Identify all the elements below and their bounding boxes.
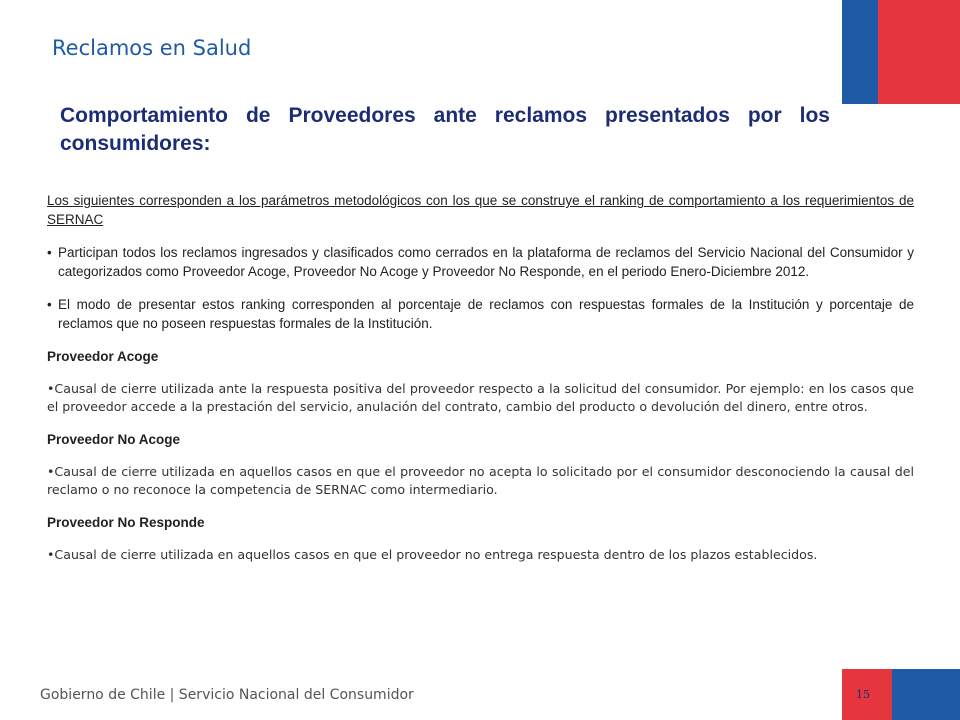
section-text-acoge: •Causal de cierre utilizada ante la respuesta positiva del proveedor respecto a la solicitud del consumidor. Por ejemplo: en los casos que el proveedor accede a la prestación del servicio, anulación del contrato, cambio del producto o devolución del dinero, entre otros. [47,381,914,414]
section-heading-no-acoge: Proveedor No Acoge [47,432,181,447]
bullet-icon: • [47,245,52,260]
bullet-icon: • [47,297,52,312]
flag-blue-stripe-top [842,0,878,104]
flag-red-stripe-top [878,0,960,104]
section-heading-no-responde: Proveedor No Responde [47,515,205,530]
footer-org-text: Gobierno de Chile | Servicio Nacional del Consumidor [40,687,414,703]
bullet-text: El modo de presentar estos ranking corresponden al porcentaje de reclamos con respuestas formales de la Institución y porcentaje de reclamos que no poseen respuestas formales de la Institución. [58,297,914,331]
section-title: Reclamos en Salud [52,36,252,60]
bullet-text: Participan todos los reclamos ingresados y clasificados como cerrados en la plataforma de reclamos del Servicio Nacional del Consumidor y categorizados como Proveedor Acoge, Proveedor No Acoge y Proveedor No Responde, en el periodo Enero-Diciembre 2012. [58,245,914,279]
section-text-no-responde: •Causal de cierre utilizada en aquellos casos en que el proveedor no entrega respuesta dentro de los plazos establecidos. [47,547,818,562]
intro-text: Los siguientes corresponden a los parámetros metodológicos con los que se construye el ranking de comportamiento a los requerimientos de SERNAC [47,193,914,227]
section-text-no-acoge: •Causal de cierre utilizada en aquellos casos en que el proveedor no acepta lo solicitado por el consumidor desconociendo la causal del reclamo o no reconoce la competencia de SERNAC como intermediario. [47,464,914,497]
flag-blue-block-bottom [892,669,960,720]
page-number: 15 [856,688,870,701]
body-content [47,191,914,578]
bullet-item [47,295,914,333]
main-heading: Comportamiento de Proveedores ante reclamos presentados por los consumidores: [60,104,830,155]
section-heading-acoge: Proveedor Acoge [47,349,159,364]
bullet-item [47,243,914,281]
